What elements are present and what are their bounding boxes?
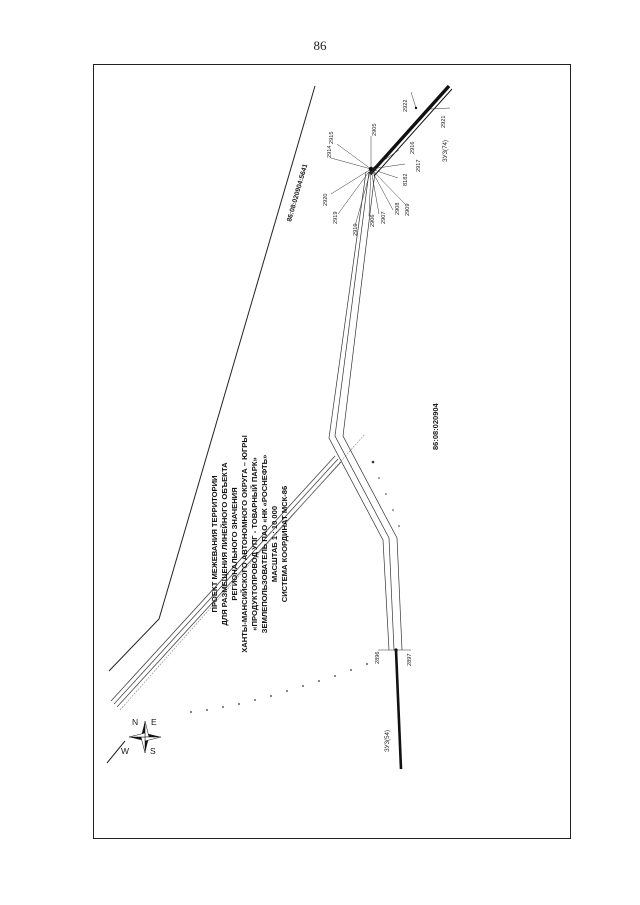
pipeline-south-segment: [396, 650, 401, 769]
point-label: 2909: [405, 203, 411, 216]
point-label: 2919: [333, 211, 339, 224]
title-line: МАСШТАБ 1 : 10 000: [270, 505, 279, 583]
pipeline-north-segment-outline: [374, 89, 452, 176]
pipeline-north-segment: [370, 86, 449, 174]
page-number: 86: [313, 38, 327, 53]
zone-south-label: ЗУ3(54): [384, 729, 391, 752]
point-label: 2916: [410, 141, 416, 154]
point-label: 2917: [416, 159, 422, 172]
title-line: ЗЕМЛЕПОЛЬЗОВАТЕЛЬ ПАО «НК «РОСНЕФТЬ»: [260, 454, 269, 634]
north-point-labels: [323, 100, 447, 236]
point-label: 2908: [395, 202, 401, 215]
point-label: 2905: [372, 123, 378, 136]
cadastral-block-label: 86:08:020904: [431, 403, 440, 450]
point-label: 2914: [327, 145, 333, 158]
point-label: 2915: [329, 131, 335, 144]
point-label: 2910: [353, 223, 359, 236]
title-line: «ПРОДУКТОПРОВОД УПГ - ТОВАРНЫЙ ПАРК»: [250, 457, 259, 631]
point-label: 2896: [375, 651, 381, 664]
point-label: 2922: [403, 99, 409, 112]
boundary-points: [369, 107, 417, 652]
south-point-labels: [375, 652, 413, 666]
title-line: ДЛЯ РАЗМЕЩЕНИЯ ЛИНЕЙНОГО ОБЪЕКТА: [220, 462, 229, 626]
point-label: 2907: [381, 211, 387, 224]
title-line: РЕГИОНАЛЬНОГО ЗНАЧЕНИЯ: [230, 487, 239, 601]
point-label: 2897: [407, 653, 413, 666]
title-line: ХАНТЫ-МАНСИЙСКОГО АВТОНОМНОГО ОКРУГА – ЮГРЫ: [240, 435, 249, 653]
compass-s: S: [150, 746, 156, 756]
title-line: СИСТЕМА КООРДИНАТ МСК-86: [280, 485, 289, 603]
zone-north-label: ЗУ3(74): [442, 139, 449, 162]
compass-w: W: [121, 746, 130, 756]
point-label: 2920: [323, 193, 329, 206]
compass-n: N: [132, 717, 139, 727]
compass-rose-icon: [121, 717, 161, 756]
point-label: 2906: [370, 214, 376, 227]
pipeline-corridor: [329, 172, 402, 650]
title-line: ПРОЕКТ МЕЖЕВАНИЯ ТЕРРИТОРИИ: [210, 475, 219, 613]
point-label: 2921: [441, 115, 447, 128]
compass-e: E: [151, 717, 157, 727]
point-label: 8182: [403, 173, 409, 186]
parcel-label: 86:08:020904:5641: [286, 163, 310, 223]
title-block: [210, 435, 289, 653]
cadastral-map: [93, 64, 571, 839]
